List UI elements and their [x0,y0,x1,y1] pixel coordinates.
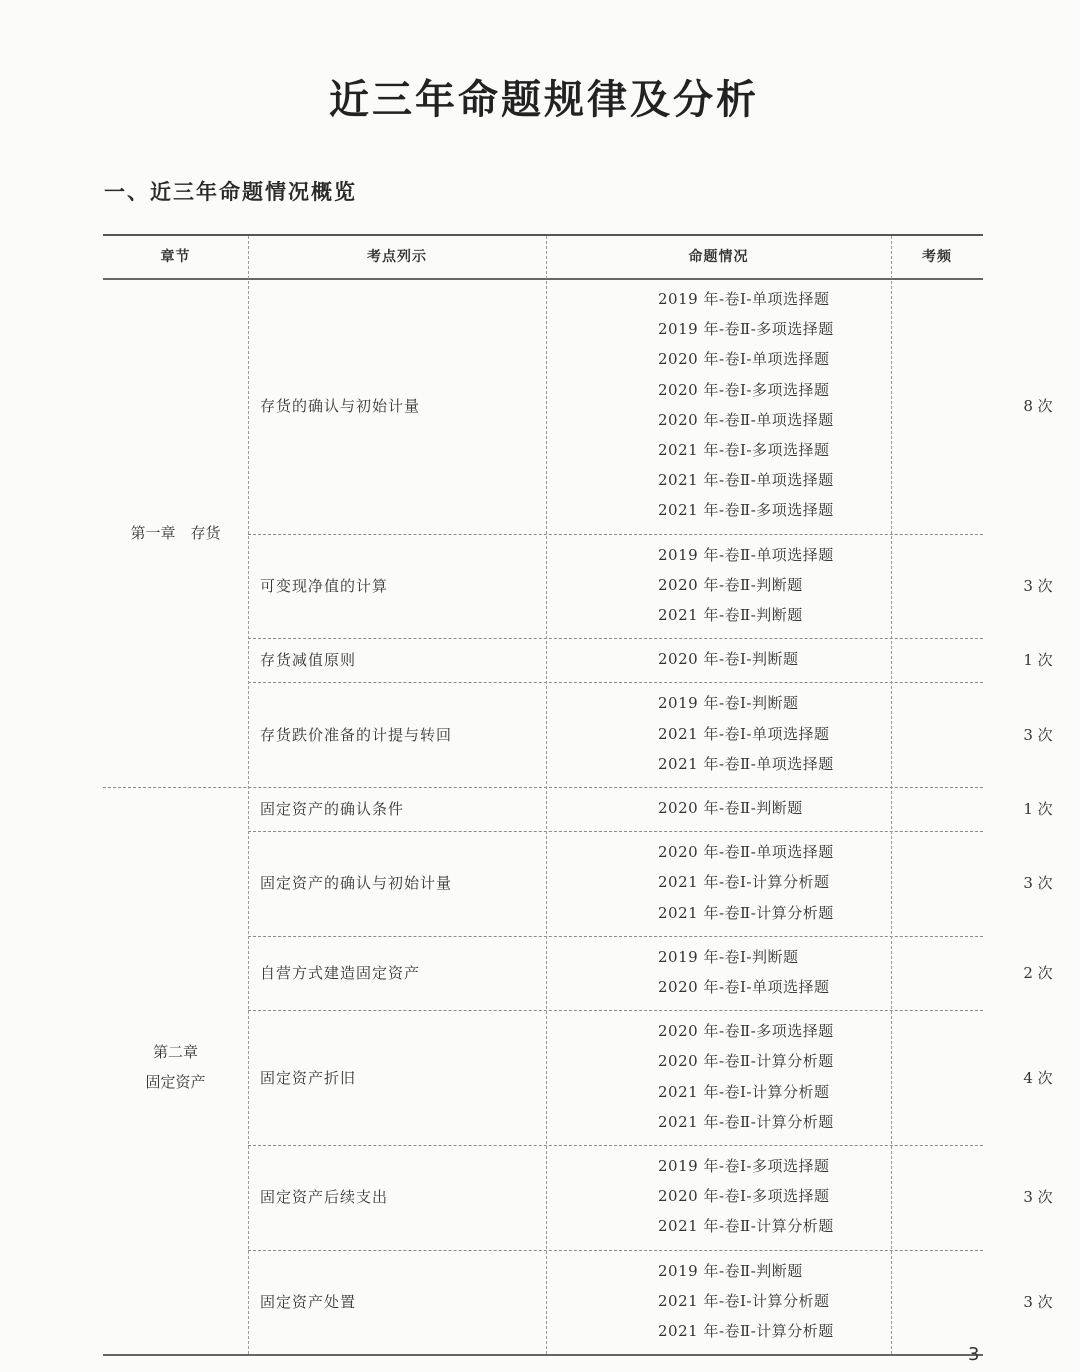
exam-entry: 2021 年-卷Ⅱ-单项选择题 [658,471,834,490]
table-row [248,1010,1053,1145]
page-title: 近三年命题规律及分析 [329,76,759,123]
header-exams: 命题情况 [688,249,749,265]
frequency-cell: 3 次 [1023,1188,1053,1207]
table-row [248,1250,1053,1355]
table-row [248,278,1053,534]
topic-cell: 存货减值原则 [260,651,357,670]
column-divider [546,236,547,1354]
exam-entry: 2021 年-卷Ⅱ-计算分析题 [658,1112,834,1131]
frequency-cell: 3 次 [1023,725,1053,744]
exam-entry: 2019 年-卷Ⅱ-单项选择题 [658,545,834,564]
exam-entry: 2021 年-卷Ⅰ-计算分析题 [658,873,830,892]
exam-entry: 2021 年-卷Ⅱ-计算分析题 [658,903,834,922]
exam-entry: 2019 年-卷Ⅱ-多项选择题 [658,320,834,339]
exam-entry: 2019 年-卷Ⅰ-判断题 [658,694,799,713]
header-frequency: 考频 [922,249,952,265]
topic-cell: 固定资产的确认条件 [260,800,405,819]
header-topic: 考点列示 [367,249,427,265]
exam-entry: 2020 年-卷Ⅰ-多项选择题 [658,380,830,399]
exam-entry: 2021 年-卷Ⅱ-计算分析题 [658,1217,834,1236]
topic-cell: 存货的确认与初始计量 [260,396,421,415]
exam-list [658,644,799,674]
exam-list [658,1151,834,1242]
topic-cell: 可变现净值的计算 [260,576,389,595]
exam-entry: 2021 年-卷Ⅱ-判断题 [658,605,803,624]
topic-cell: 固定资产的确认与初始计量 [260,874,453,893]
frequency-cell: 1 次 [1023,800,1053,819]
exam-list [658,793,803,823]
table-row [248,831,1053,936]
exam-entry: 2020 年-卷Ⅱ-单项选择题 [658,843,834,862]
topic-cell: 固定资产折旧 [260,1068,357,1087]
table-header-row [103,236,983,280]
topic-cell: 存货跌价准备的计提与转回 [260,725,453,744]
frequency-cell: 1 次 [1023,651,1053,670]
exam-list [658,942,830,1002]
exam-entry: 2021 年-卷Ⅰ-计算分析题 [658,1291,830,1310]
exam-entry: 2021 年-卷Ⅰ-计算分析题 [658,1082,830,1101]
exam-entry: 2020 年-卷Ⅱ-判断题 [658,799,803,817]
frequency-cell: 8 次 [1023,396,1053,415]
frequency-cell: 3 次 [1023,874,1053,893]
exam-list [658,284,834,526]
table-row [248,682,1053,787]
frequency-cell: 3 次 [1023,576,1053,595]
table-row [248,936,1053,1010]
chapter-cell [103,1037,248,1097]
frequency-cell: 3 次 [1023,1292,1053,1311]
exam-entry: 2020 年-卷Ⅱ-多项选择题 [658,1022,834,1041]
table-row [248,534,1053,639]
exam-entry: 2021 年-卷Ⅱ-多项选择题 [658,501,834,520]
exam-entry: 2020 年-卷Ⅰ-多项选择题 [658,1187,830,1206]
exam-entry: 2021 年-卷Ⅱ-计算分析题 [658,1321,834,1340]
exam-entry: 2020 年-卷Ⅰ-判断题 [658,650,799,669]
header-chapter: 章节 [160,249,191,265]
table-row [248,638,1053,682]
exam-entry: 2020 年-卷Ⅱ-单项选择题 [658,410,834,429]
table-row [248,787,1053,831]
exam-entry: 2020 年-卷Ⅱ-计算分析题 [658,1052,834,1071]
topic-cell: 固定资产处置 [260,1292,357,1311]
chapter-label: 第二章 [152,1042,198,1061]
page-number: 3 [968,1344,980,1365]
exam-list [658,540,834,631]
exam-entry: 2020 年-卷Ⅰ-单项选择题 [658,350,830,369]
section-heading: 一、近三年命题情况概览 [104,180,357,204]
exam-list [658,688,834,779]
topic-cell: 固定资产后续支出 [260,1188,389,1207]
exam-entry: 2019 年-卷Ⅰ-单项选择题 [658,290,830,308]
chapter-label: 第一章 存货 [130,523,221,542]
exam-entry: 2021 年-卷Ⅰ-单项选择题 [658,724,830,743]
table-bottom-rule [103,1354,983,1356]
frequency-cell: 2 次 [1023,963,1053,982]
topic-cell: 自营方式建造固定资产 [260,963,421,982]
exam-entry: 2019 年-卷Ⅰ-判断题 [658,947,799,966]
exam-entry: 2020 年-卷Ⅱ-判断题 [658,575,803,594]
column-divider [248,236,249,1354]
exam-list [658,1016,834,1137]
exam-entry: 2019 年-卷Ⅱ-判断题 [658,1261,803,1280]
column-divider [891,236,892,1354]
frequency-cell: 4 次 [1023,1068,1053,1087]
exam-list [658,1256,834,1347]
exam-entry: 2021 年-卷Ⅰ-多项选择题 [658,440,830,459]
exam-entry: 2020 年-卷Ⅰ-单项选择题 [658,977,830,996]
exam-entry: 2021 年-卷Ⅱ-单项选择题 [658,754,834,773]
chapter-label: 固定资产 [145,1072,206,1091]
chapter-cell [103,518,248,548]
exam-list [658,837,834,928]
exam-entry: 2019 年-卷Ⅰ-多项选择题 [658,1157,830,1175]
table-row [248,1145,1053,1250]
